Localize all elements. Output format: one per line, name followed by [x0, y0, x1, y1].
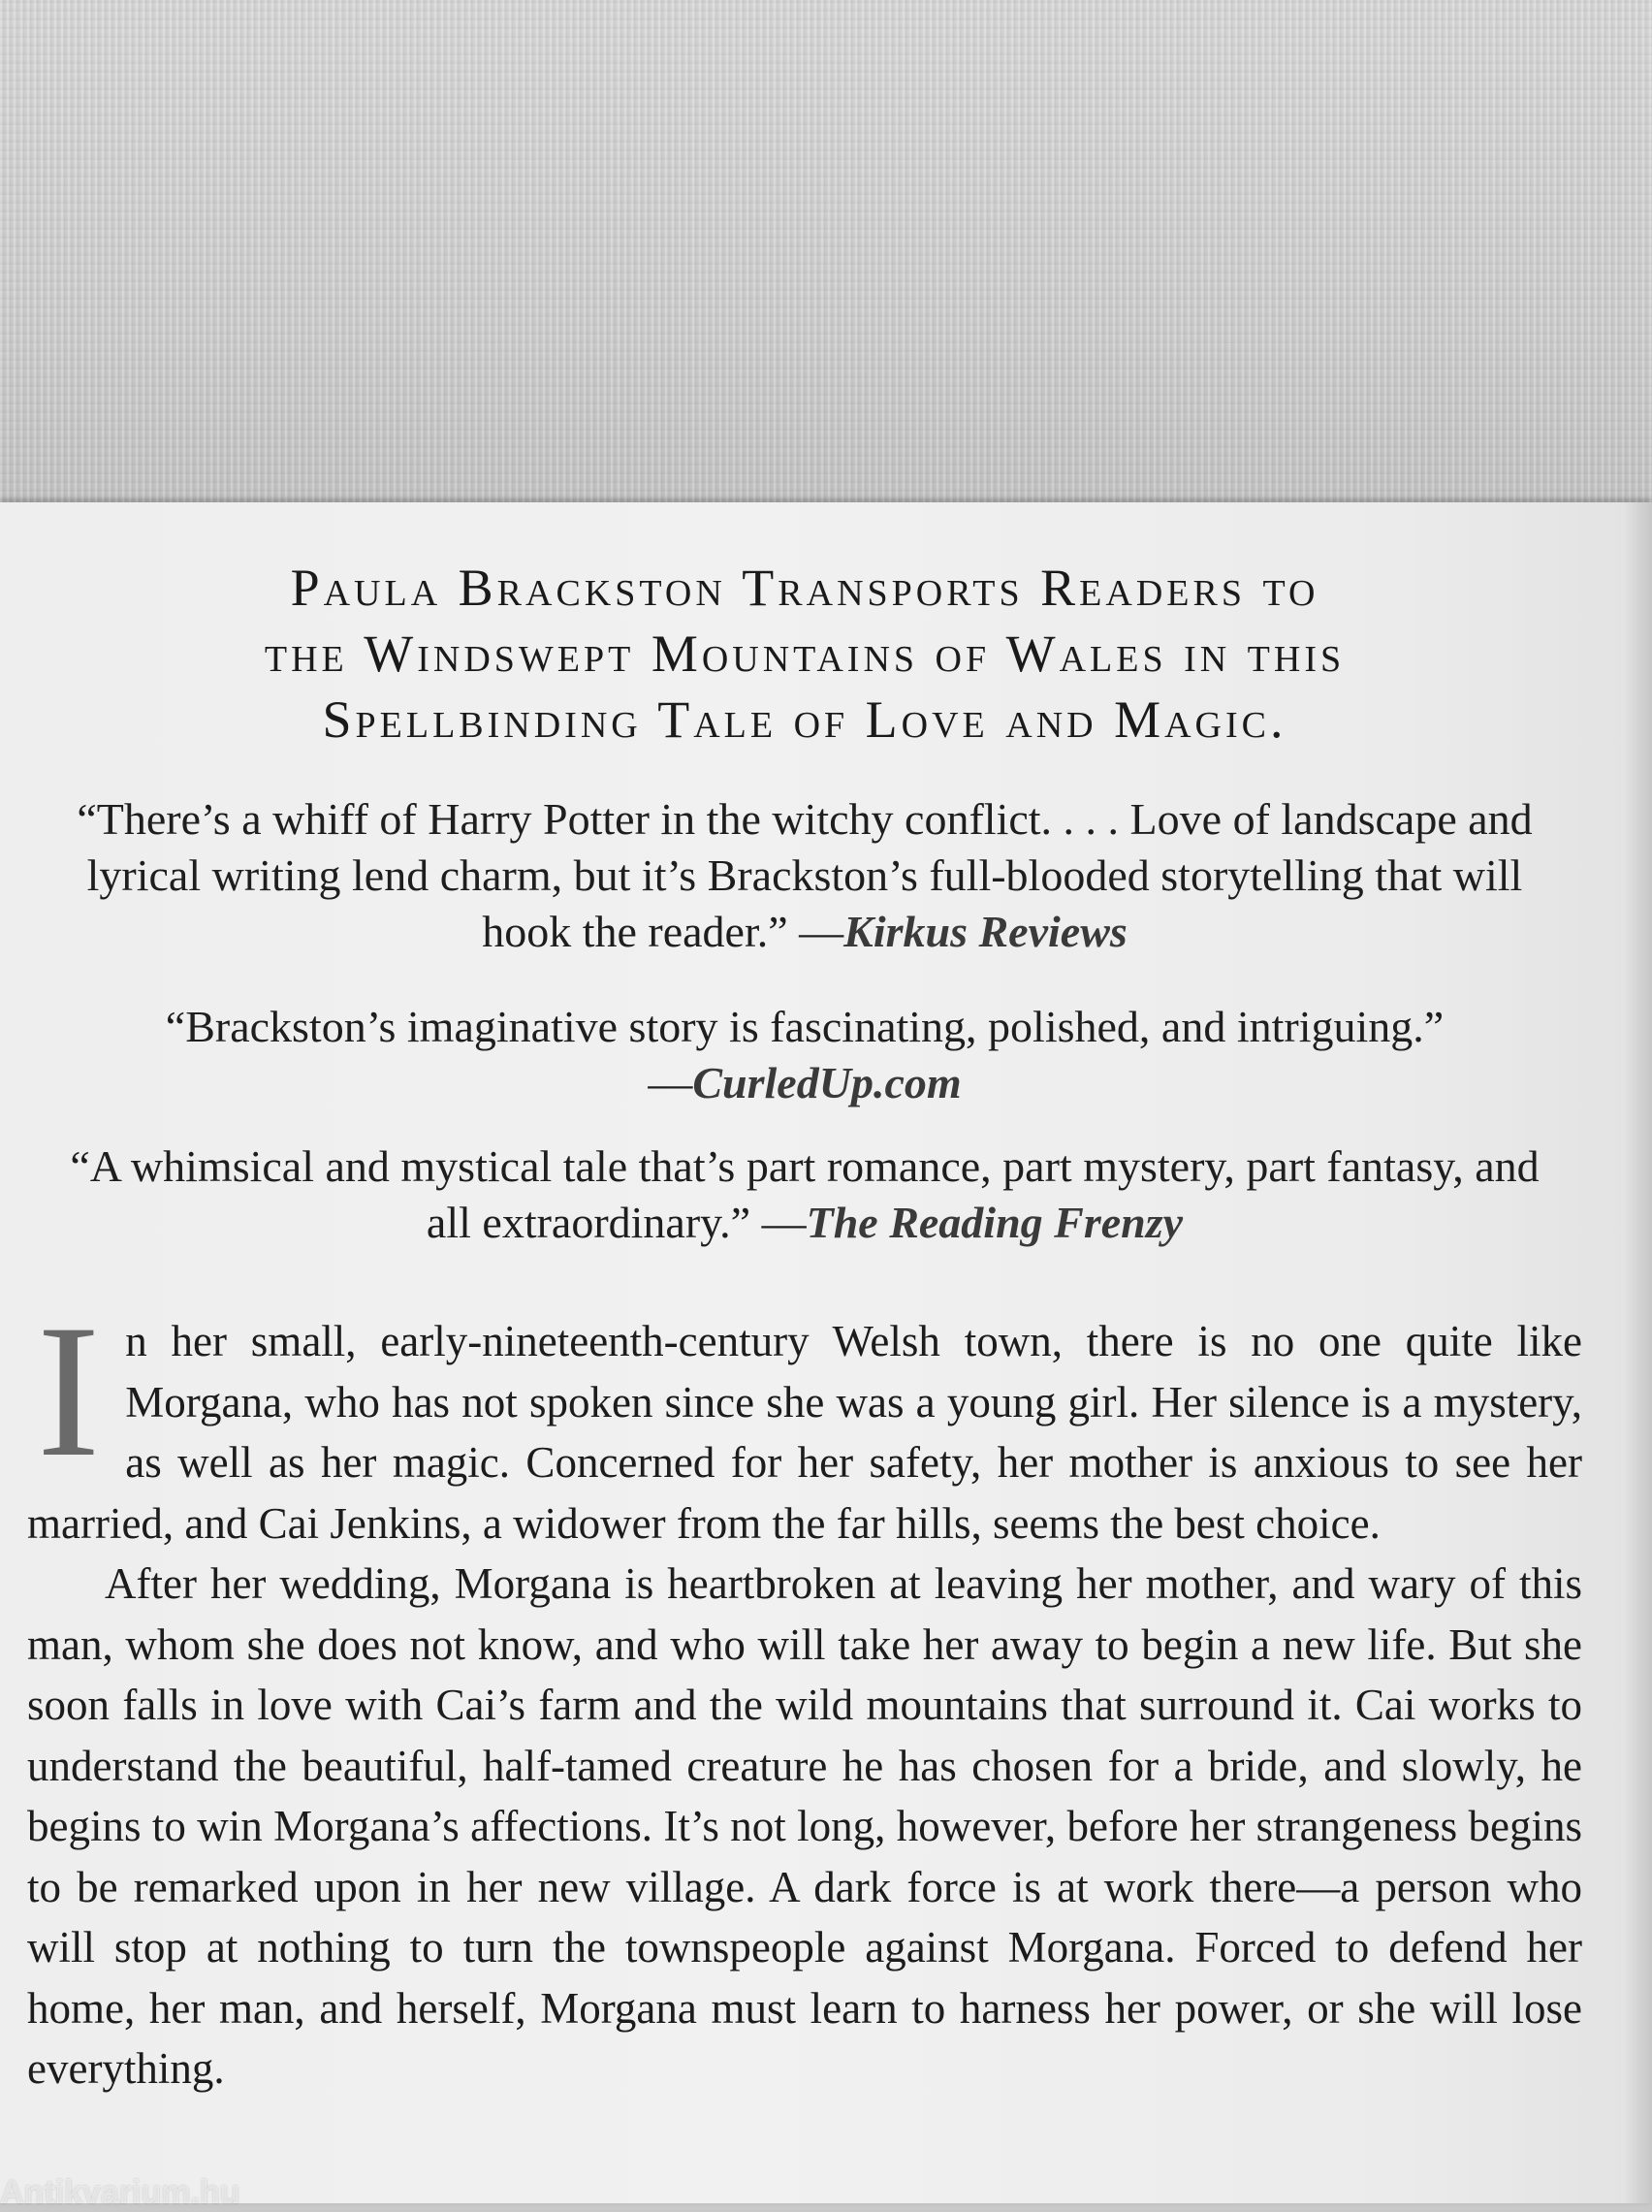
- synopsis: [27, 1286, 1582, 2100]
- quote-source: The Reading Frenzy: [806, 1198, 1184, 1247]
- synopsis-paragraph: [27, 1286, 1582, 1554]
- quote-dash: —: [648, 1058, 693, 1107]
- quote-dash: —: [787, 907, 844, 956]
- quote-source: CurledUp.com: [692, 1058, 962, 1107]
- review-quote: [58, 999, 1551, 1111]
- synopsis-paragraph: After her wedding, Morgana is heartbroken at leaving her mother, and wary of this man, whom she does not know, and who will take her away to begin a new life. But she soon falls in love with Cai’s farm and the wild mountains that surround it. Cai works to understand the beautiful, half-tamed creature he has chosen for a bride, and slowly, he begins to win Morgana’s affections. It’s not long, however, before her strangeness begins to be remarked upon in her new village. A dark force is at work there—a person who will stop at nothing to turn the townspeople against Morgana. Forced to defend her home, her man, and herself, Morgana must learn to harness her power, or she will lose everything.: [27, 1559, 1582, 2093]
- table-surface: [0, 0, 1652, 509]
- headline-line: Paula Brackston Transports Readers to: [290, 559, 1319, 617]
- synopsis-text: n her small, early-nineteenth-century Welsh town, there is no one quite like Morgana, who has not spoken since she was a young girl. Her silence is a mystery, as well as her magic. Concerned for her safety, her mother is anxious to see her married, and Cai Jenkins, a widower from the far hills, seems the best choice.: [27, 1317, 1582, 1548]
- review-quote: [58, 791, 1551, 960]
- headline-line: Spellbinding Tale of Love and Magic.: [322, 690, 1287, 749]
- quote-text: “A whimsical and mystical tale that’s part romance, part mystery, part fantasy, and all extraordinary.”: [70, 1141, 1540, 1247]
- review-quote: [58, 1138, 1551, 1251]
- headline: [58, 555, 1551, 753]
- cover-edge-shadow: [1623, 502, 1652, 2203]
- quote-text: “There’s a whiff of Harry Potter in the witchy conflict. . . . Love of landscape and lyrical writing lend charm, but it’s Brackston’s full-blooded storytelling that will hook the reader.”: [77, 794, 1533, 956]
- watermark: Antikvarium.hu: [0, 2174, 240, 2211]
- quote-source: Kirkus Reviews: [843, 907, 1128, 956]
- drop-cap: I: [37, 1286, 101, 1496]
- quote-text: “Brackston’s imaginative story is fascinating, polished, and intriguing.”: [165, 1002, 1445, 1051]
- headline-line: the Windswept Mountains of Wales in this: [264, 625, 1346, 683]
- quote-dash: —: [750, 1198, 807, 1247]
